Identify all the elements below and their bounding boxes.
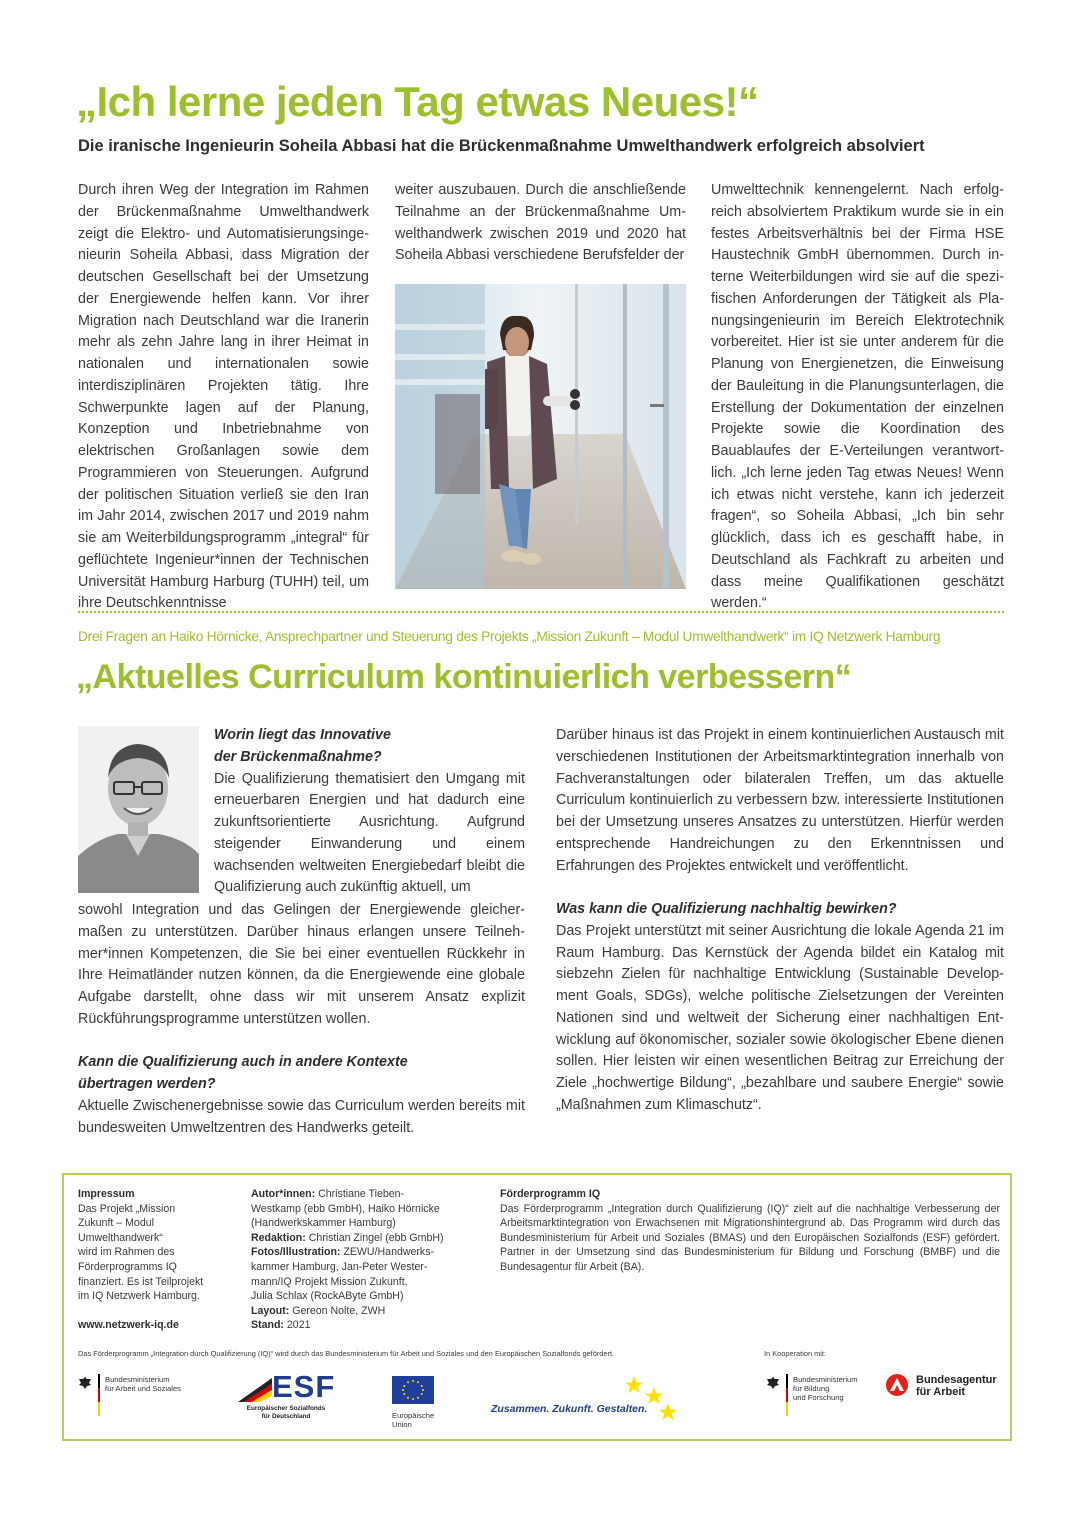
answer-3: Das Projekt unterstützt mit seiner Ausrichtung die lokale Agenda 21 im Raum Hamburg. Das Kernstück der Agenda bildet ein Katalog mit siebzehn Zielen für nachhaltige Entwicklung (Sustainable Development Goals, SDGs), welche politische Zielsetzungen der Vereinten Nationen sind und weltweit der Sicherung einer nachhaltigen Entwicklung auf ökonomischer, sozialer sowie ökologischer Ebene dienen sollen. Hier leisten wir einen wesentlichen Beitrag zur Erreichung der Ziele „hochwertige Bildung“, „bezahlbare und saubere Energie“ sowie „Maßnahmen zum Klimaschutz“.	[556, 922, 1004, 1113]
esf-wordmark: ESF	[272, 1369, 336, 1404]
article-title: „Ich lerne jeden Tag etwas Neues!“	[76, 78, 759, 125]
esf-name-line-2: für Deutschland	[261, 1413, 311, 1420]
logo-bmbf	[766, 1374, 866, 1424]
impressum	[78, 1187, 238, 1333]
impressum-line: Umwelthandwerk“	[78, 1231, 163, 1244]
credit-label-date: Stand:	[251, 1319, 284, 1332]
credit-label-editing: Redaktion:	[251, 1231, 306, 1244]
answer-2-continued: Darüber hinaus ist das Projekt in einem kontinuierlichen Austausch mit verschiedenen Institutionen der Arbeitsmarktintegration innerhalb von Fachveranstaltungen oder bilateralen Treffen, um das aktuelle Curriculum kontinuierlich zu verbessern bzw. interessierte Institutionen bei der Umsetzung unseres Ansatzes zu unterstützen. Hierfür werden entsprechende Handreichungen zu den Erkenntnissen und Erfahrungen des Projektes entwickelt und veröffentlicht.	[556, 727, 1004, 874]
credit-value: Christiane Tieben-	[315, 1188, 405, 1200]
question-1-line-2: der Brückenmaßnahme?	[214, 748, 382, 765]
bmas-name-line-2: für Arbeit und Soziales	[105, 1384, 181, 1393]
impressum-heading: Impressum	[78, 1188, 135, 1200]
credit-value: kammer Hamburg, Jan-Peter Wester-	[251, 1260, 428, 1273]
portrait-photo-soheila-abbasi	[395, 284, 686, 589]
credit-label-authors: Autor*innen:	[251, 1188, 316, 1200]
interview-kicker: Drei Fragen an Haiko Hörnicke, Ansprechpartner und Steuerung des Projekts „Mission Zukunft – Modul Umwelthandwerk“ im IQ Netzwerk Hamburg	[78, 629, 941, 644]
esf-name-line-1: Europäischer Sozialfonds	[246, 1405, 326, 1412]
credit-value: (Handwerkskammer Hamburg)	[251, 1217, 396, 1230]
eu-name-line-1: Europäische	[392, 1411, 435, 1420]
logo-bmas	[78, 1374, 218, 1422]
article-column-2: weiter auszubauen. Durch die anschließende Teilnahme an der Brückenmaßnahme Umwelthandwerk zwischen 2019 und 2020 hat Soheila Abbasi verschiedene Berufsfelder der	[395, 182, 686, 264]
interview-answer-1-bottom	[78, 900, 525, 1139]
impressum-line: im IQ Netzwerk Hamburg.	[78, 1290, 200, 1303]
star-icon	[659, 1403, 677, 1420]
bmbf-name-line-2: für Bildung	[793, 1384, 830, 1393]
bmbf-name-line-3: und Forschung	[793, 1393, 844, 1402]
federal-eagle-icon	[78, 1376, 92, 1390]
slogan: Zusammen. Zukunft. Gestalten.	[491, 1403, 648, 1415]
impressum-line: wird im Rahmen des	[78, 1246, 175, 1259]
eu-name-line-2: Union	[392, 1420, 412, 1429]
cooperation-note: In Kooperation mit:	[764, 1349, 827, 1358]
question-2-line-2: übertragen werden?	[78, 1076, 216, 1092]
logo-bundesagentur	[886, 1374, 1006, 1404]
corridor-photo-illustration	[395, 284, 686, 589]
ba-name-line-1: Bundesagentur	[916, 1374, 997, 1386]
answer-1-part-2: sowohl Integration und das Gelingen der Energiewende gleichermaßen zu unterstützen. Darüber hinaus erlangen unsere Teilnehmer*innen Kompetenzen, die Sie bei einer eventuellen Rückkehr in Ihre Heimatländer nutzen können, da die Energiewende eine globale Aufgabe darstellt, ohne dass wir mit unserem Ansatz explizit Rückführungsprogramme unterstützen wollen.	[78, 902, 525, 1027]
star-icon	[625, 1376, 643, 1393]
article-column-3: Umwelttechnik kennengelernt. Nach erfolgreich absolviertem Praktikum wurde sie in ein festes Arbeitsverhältnis bei der Firma HSE Haustechnik GmbH übernommen. Durch interne Weiterbildungen wird sie auf die spezifischen Anforderungen der Tätigkeit als Planungsingenieurin im Bereich Elektrotechnik vorbereitet. Hier ist sie unter anderem für die Planung von Energienetzen, die Einweisung der Bauleitung in die Planungsunterlagen, die Erstellung der Dokumentation der einzelnen Projekte sowie die Koordination des Bauablaufes der E-Verteilungen verantwortlich. „Ich lerne jeden Tag etwas Neues! Wenn ich etwas nicht verstehe, kann ich jederzeit fragen“, so Soheila Abbasi, „Ich bin sehr glücklich, dass ich es geschafft habe, in Deutschland als Fachkraft zu arbeiten und dass meine Qualifikationen geschätzt werden.“	[711, 182, 1004, 612]
impressum-line: finanziert. Es ist Teilprojekt	[78, 1275, 204, 1288]
article-subtitle: Die iranische Ingenieurin Soheila Abbasi hat die Brückenmaßnahme Umwelthandwerk erfolgreich absolviert	[78, 137, 925, 155]
question-1-line-1: Worin liegt das Innovative	[214, 727, 391, 743]
credit-value: mann/IQ Projekt Mission Zukunft,	[251, 1275, 408, 1288]
ba-logo-icon	[886, 1374, 908, 1396]
credit-label-photos: Fotos/Illustration:	[251, 1246, 341, 1259]
credit-value: ZEWU/Handwerks-	[340, 1246, 435, 1259]
star-icons	[622, 1374, 680, 1424]
bmbf-name-line-1: Bundesministerium	[793, 1375, 858, 1384]
interview-answer-1-top	[214, 725, 525, 899]
credit-value: Christian Zingel (ebb GmbH)	[305, 1231, 444, 1244]
question-3: Was kann die Qualifizierung nachhaltig bewirken?	[556, 901, 897, 917]
answer-1-part-1: Die Qualifizierung thematisiert den Umgang mit erneuerbaren Energien und hat dadurch eine zukunftsorientierte Ausrichtung. Aufgrund steigender Einwanderung und einem wachsenden weltweiten Energiebedarf bleibt die Qualifizierung auch zukünftig aktuell, um	[214, 770, 525, 896]
eu-flag-icon	[392, 1376, 434, 1404]
logo-esf	[238, 1369, 348, 1426]
federal-eagle-icon	[766, 1376, 780, 1390]
ba-name-line-2: für Arbeit	[916, 1386, 966, 1398]
dotted-divider	[78, 611, 1004, 613]
interview-right-column	[556, 725, 1004, 1117]
credit-value: Julia Schlax (RockAByte GmbH)	[251, 1290, 404, 1303]
bmas-name-line-1: Bundesministerium	[105, 1375, 170, 1384]
interview-title: „Aktuelles Curriculum kontinuierlich verbessern“	[76, 658, 852, 696]
headshot-illustration	[78, 726, 199, 893]
credit-value: 2021	[283, 1319, 311, 1332]
funding-note: Das Förderprogramm „Integration durch Qualifizierung (IQ)“ wird durch das Bundesministerium für Arbeit und Soziales und den Europäischen Sozialfonds gefördert.	[78, 1349, 615, 1358]
question-2-line-1: Kann die Qualifizierung auch in andere Kontexte	[78, 1054, 408, 1071]
portrait-photo-haiko-hoernicke	[78, 726, 199, 893]
impressum-line: Förderprogramms IQ	[78, 1260, 177, 1273]
credits	[251, 1187, 491, 1333]
credit-value: Westkamp (ebb GmbH), Haiko Hörnicke	[251, 1202, 440, 1215]
credit-value: Gereon Nolte, ZWH	[289, 1304, 386, 1317]
impressum-line: Zukunft – Modul	[78, 1217, 154, 1230]
iq-text: Das Förderprogramm „Integration durch Qualifizierung (IQ)“ zielt auf die nachhaltige Verbesserung der Arbeitsmarktintegration von Erwachsenen mit Migrationshintergrund ab. Das Programm wird durch das Bundesministerium für Arbeit und Soziales (BMAS) und den Europäischen Sozialfonds (ESF) gefördert. Partner in der Umsetzung sind das Bundesministerium für Bildung und Forschung (BMBF) und die Bundesagentur für Arbeit (BA).	[500, 1202, 1000, 1273]
logo-eu	[392, 1376, 442, 1429]
foerderprogramm-iq	[500, 1187, 1000, 1275]
iq-heading: Förderprogramm IQ	[500, 1188, 601, 1200]
answer-2: Aktuelle Zwischenergebnisse sowie das Curriculum werden bereits mit bundesweiten Umweltzentren des Handwerks geteilt.	[78, 1097, 525, 1136]
star-icon	[645, 1387, 663, 1404]
impressum-line: Das Projekt „Mission	[78, 1202, 176, 1215]
website-link[interactable]: www.netzwerk-iq.de	[78, 1319, 179, 1332]
article-column-1: Durch ihren Weg der Integration im Rahmen der Brückenmaßnahme Umwelthandwerk zeigt die Elektro- und Automatisierungsingenieurin Soheila Abbasi, dass Migration der deutschen Gesellschaft bei der Umsetzung der Energiewende helfen kann. Vor ihrer Migration nach Deutschland war die Iranerin mehr als zehn Jahre lang in ihrer Heimat in nationalen und internationalen sowie interdisziplinären Projekten tätig. Ihre Schwerpunkte lagen auf der Planung, Konzeption und Inbetriebnahme von elektrischen Großanlagen sowie dem Programmieren von Steuerungen. Aufgrund der politischen Situation verließ sie den Iran im Jahr 2014, zwischen 2017 und 2019 nahm sie am Weiterbildungsprogramm „integral“ für geflüchtete Ingenieur*innen der Technischen Universität Hamburg Harburg (TUHH) teil, um ihre Deutschkenntnisse	[78, 182, 369, 612]
credit-label-layout: Layout:	[251, 1304, 290, 1317]
esf-swoosh-icon	[238, 1376, 272, 1402]
